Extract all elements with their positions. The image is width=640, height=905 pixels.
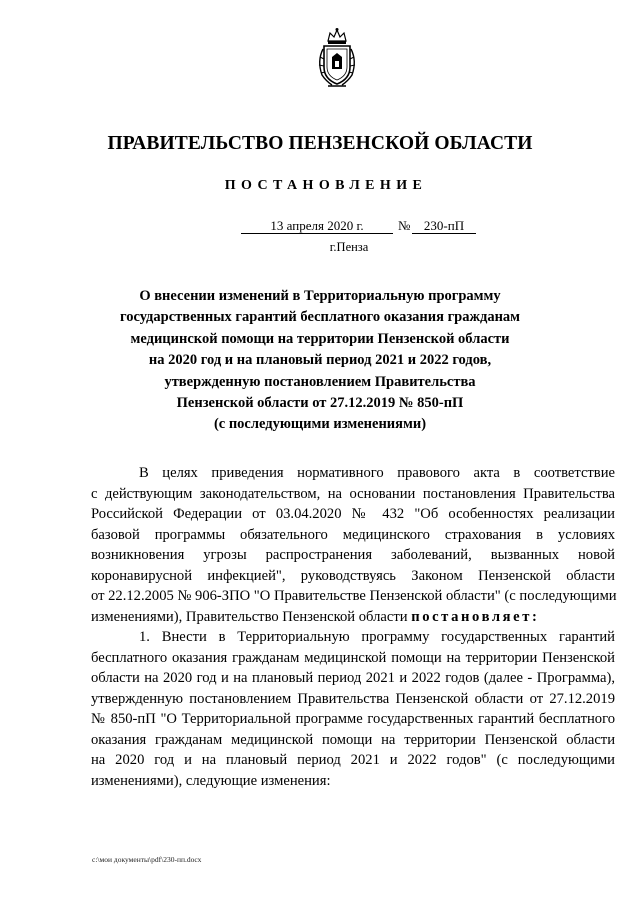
body-line: коронавирусной инфекцией", руководствуясь Законом Пензенской области: [91, 567, 615, 584]
body-line: изменениями), Правительство Пензенской области: [91, 608, 412, 625]
item-1-line: утвержденную постановлением Правительства Пензенской области от 27.12.2019: [91, 690, 615, 707]
item-1-line: бесплатного оказания гражданам медицинской помощи на территории Пензенской: [91, 649, 615, 666]
item-1-line: на 2020 год и на плановый период 2021 и 2022 годов" (с последующими: [91, 752, 615, 768]
document-type: ПОСТАНОВЛЕНИЕ: [224, 178, 428, 193]
subject-line: на 2020 год и на плановый период 2021 и 2022 годов,: [148, 352, 492, 369]
subject-line: О внесении изменений в Территориальную программу: [139, 288, 501, 304]
body-line: с действующим законодательством, на основании постановления Правительства: [91, 485, 615, 502]
file-path: c:\мои документы\pdf\230-пп.docx: [92, 855, 202, 864]
body-line: Российской Федерации от 03.04.2020 № 432 "Об особенностях реализации: [91, 506, 615, 522]
subject-line: медицинской помощи на территории Пензенской области: [130, 330, 510, 347]
body-line: базовой программы обязательного медицинского страхования в условиях: [91, 526, 615, 543]
item-1-line: 1. Внести в Территориальную программу государственных гарантий: [139, 629, 615, 645]
document-number: 230-пП: [412, 218, 476, 234]
item-1-line: области на 2020 год и на плановый период 2021 и 2022 годов (далее - Программа),: [91, 670, 615, 686]
body-line: В целях приведения нормативного правового акта в соответствие: [139, 465, 615, 481]
decree-word: постановляет:: [411, 608, 540, 625]
city: г.Пенза: [329, 240, 369, 254]
subject-line: (с последующими изменениями): [213, 416, 427, 433]
subject-line: утвержденную постановлением Правительства: [164, 373, 476, 390]
body-line: возникновения угрозы распространения заболеваний, вызванных новой: [91, 547, 615, 563]
subject-line: государственных гарантий бесплатного оказания гражданам: [120, 309, 521, 326]
body-line-decree: [91, 607, 615, 628]
document-subject: [120, 286, 520, 436]
subject-line: Пензенской области от 27.12.2019 № 850-пП: [176, 395, 464, 412]
document-body: [91, 463, 615, 791]
item-1-line: № 850-пП "О Территориальной программе государственных гарантий бесплатного: [91, 711, 615, 727]
coat-of-arms-emblem: [314, 27, 360, 89]
item-1-line: изменениями), следующие изменения:: [91, 772, 331, 789]
number-sign: №: [398, 218, 411, 233]
document-date: 13 апреля 2020 г.: [241, 218, 393, 234]
organization-title: ПРАВИТЕЛЬСТВО ПЕНЗЕНСКОЙ ОБЛАСТИ: [107, 133, 533, 154]
item-1-line: оказания гражданам медицинской помощи на территории Пензенской области: [91, 731, 615, 748]
body-line: от 22.12.2005 № 906-ЗПО "О Правительстве Пензенской области" (с последующими: [91, 588, 617, 604]
